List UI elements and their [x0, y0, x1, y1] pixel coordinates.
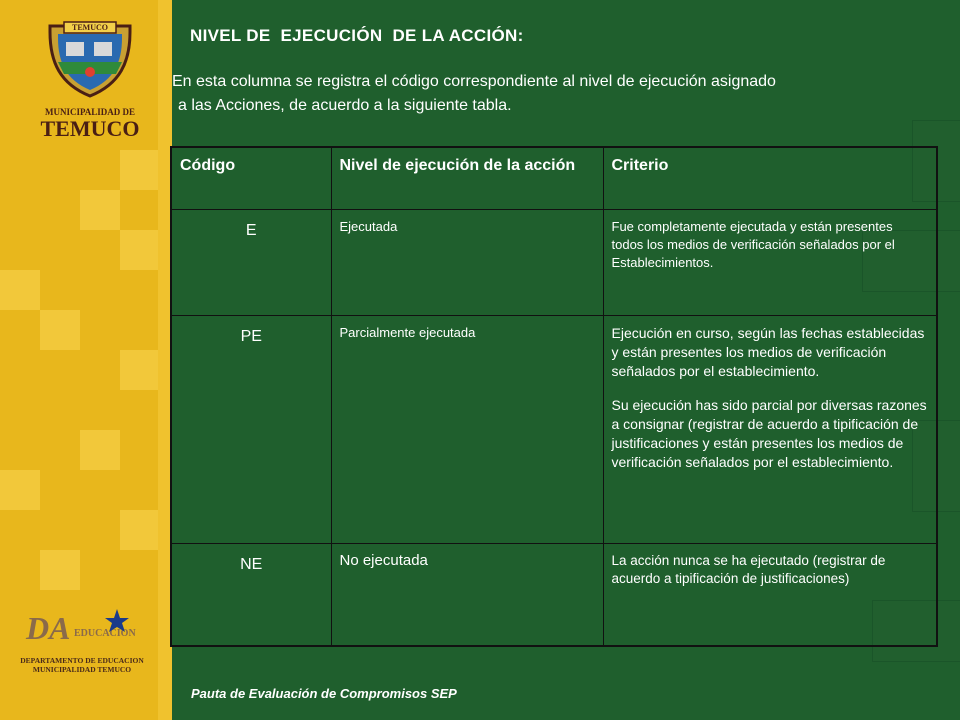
da-logo-line2: MUNICIPALIDAD TEMUCO [32, 665, 132, 674]
table-row [171, 316, 937, 544]
row-code: NE [171, 544, 331, 647]
temuco-banner-text: TEMUCO [72, 23, 108, 32]
criteria-text: Ejecución en curso, según las fechas establecidas y están presentes los medios de verificación señalados por el establecimiento. [611, 325, 925, 379]
row-criteria [603, 210, 937, 316]
page-title: NIVEL DE EJECUCIÓN DE LA ACCIÓN: [190, 26, 524, 45]
star-icon [104, 608, 130, 634]
row-code: E [171, 210, 331, 316]
daem-logo [12, 608, 152, 688]
da-logo-sub: EDUCACION [74, 628, 136, 639]
intro-line-2: a las Acciones, de acuerdo a la siguiente tabla. [178, 97, 512, 114]
intro-paragraph [172, 70, 957, 118]
header-code: Código [171, 147, 331, 210]
criteria-text: La acción nunca se ha ejecutado (registrar de acuerdo a tipificación de justificaciones) [611, 553, 886, 586]
footer-text: Pauta de Evaluación de Compromisos SEP [191, 686, 457, 701]
table-row [171, 544, 937, 647]
row-level: Ejecutada [331, 210, 603, 316]
criteria-text: Su ejecución has sido parcial por diversas razones a consignar (registrar de acuerdo a tipificación de justificaciones y están presentes los medios de verificación señalados por el establecimiento. [611, 397, 927, 470]
header-criteria: Criterio [603, 147, 937, 210]
table-row [171, 210, 937, 316]
temuco-logo-line2: TEMUCO [40, 116, 140, 141]
row-level: Parcialmente ejecutada [331, 316, 603, 544]
row-code: PE [171, 316, 331, 544]
row-level: No ejecutada [331, 544, 603, 647]
intro-line-1: En esta columna se registra el código correspondiente al nivel de ejecución asignado [172, 73, 776, 90]
row-criteria [603, 544, 937, 647]
municipalidad-temuco-logo [28, 18, 152, 141]
table-header-row [171, 147, 937, 210]
temuco-logo-line1: MUNICIPALIDAD DE [44, 107, 136, 117]
execution-levels-table [170, 146, 938, 647]
row-criteria [603, 316, 937, 544]
da-logo-line1: DEPARTAMENTO DE EDUCACION [20, 656, 144, 665]
header-level: Nivel de ejecución de la acción [331, 147, 603, 210]
criteria-text: Fue completamente ejecutada y están presentes todos los medios de verificación señalados por el Establecimientos. [611, 219, 895, 270]
da-logo-mark: DA [26, 610, 71, 646]
